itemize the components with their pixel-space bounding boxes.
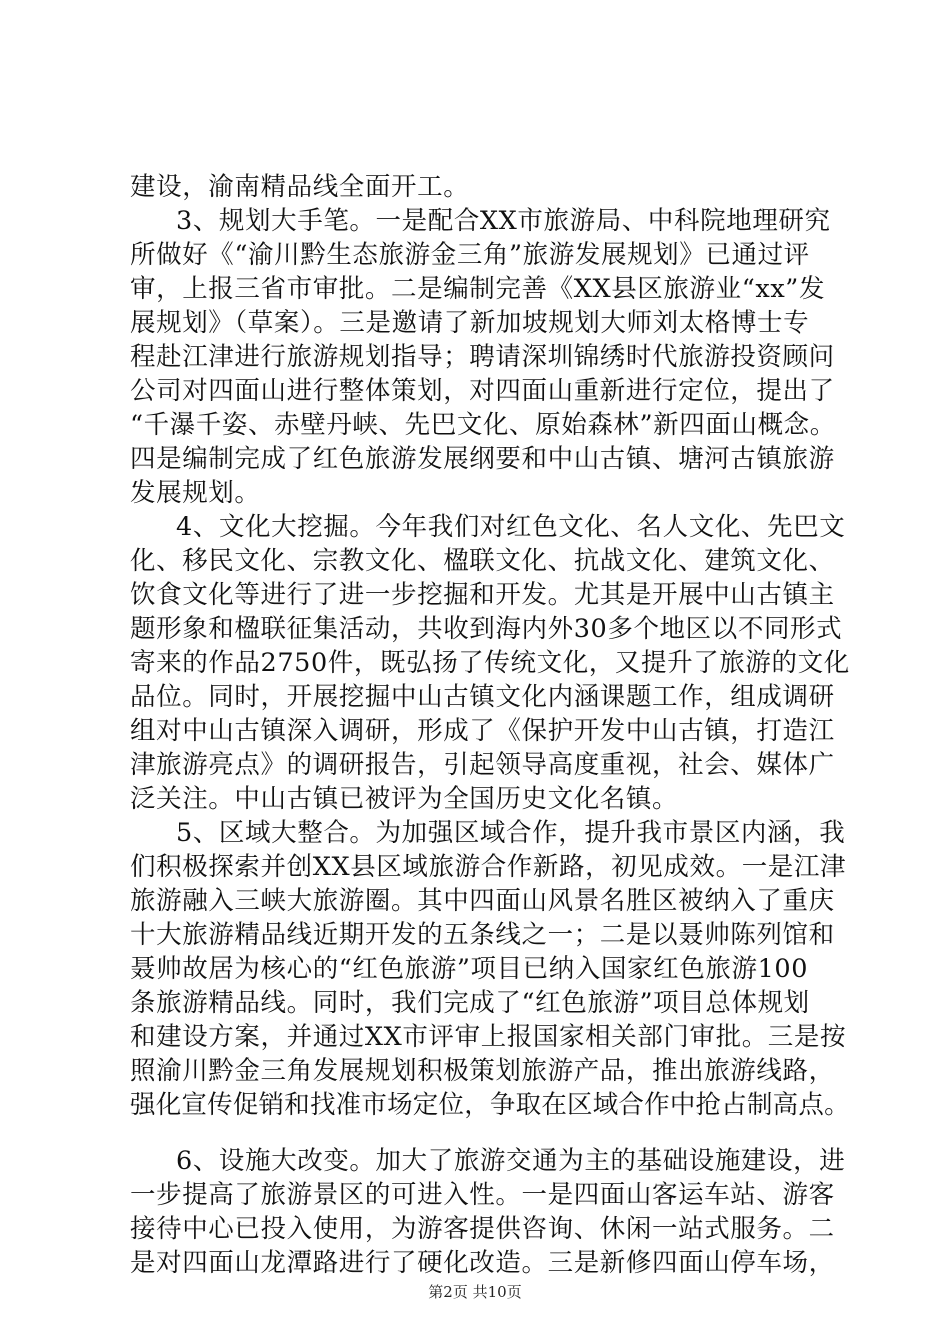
text-line: 们积极探索并创XX县区域旅游合作新路，初见成效。一是江津 — [130, 852, 847, 882]
text-line: 建设，渝南精品线全面开工。 — [130, 172, 470, 202]
text-line: 发展规划。 — [130, 478, 261, 508]
text-line: 照渝川黔金三角发展规划积极策划旅游产品，推出旅游线路， — [130, 1056, 835, 1086]
page-number-footer: 第2页 共10页 — [428, 1283, 522, 1301]
text-line: 一步提高了旅游景区的可进入性。一是四面山客运车站、游客 — [130, 1180, 835, 1210]
text-line: 强化宣传促销和找准市场定位，争取在区域合作中抢占制高点。 — [130, 1090, 850, 1120]
text-line: 题形象和楹联征集活动，共收到海内外30多个地区以不同形式 — [130, 614, 843, 644]
text-line: 和建设方案，并通过XX市评审上报国家相关部门审批。三是按 — [130, 1022, 847, 1052]
paragraph-6-start: 6、设施大改变。加大了旅游交通为主的基础设施建设，进 — [176, 1146, 846, 1176]
text-line: 聂帅故居为核心的“红色旅游”项目已纳入国家红色旅游100 — [130, 954, 809, 984]
text-line: 所做好《“渝川黔生态旅游金三角”旅游发展规划》已通过评 — [130, 240, 810, 270]
text-line: 组对中山古镇深入调研，形成了《保护开发中山古镇，打造江 — [130, 716, 835, 746]
text-line: 饮食文化等进行了进一步挖掘和开发。尤其是开展中山古镇主 — [130, 580, 835, 610]
text-line: 泛关注。中山古镇已被评为全国历史文化名镇。 — [130, 784, 679, 814]
text-line: 展规划》（草案）。三是邀请了新加坡规划大师刘太格博士专 — [130, 308, 810, 338]
text-line: 程赴江津进行旅游规划指导；聘请深圳锦绣时代旅游投资顾问 — [130, 342, 835, 372]
text-line: 是对四面山龙潭路进行了硬化改造。三是新修四面山停车场， — [130, 1248, 835, 1278]
text-line: 审，上报三省市审批。二是编制完善《XX县区旅游业“xx”发 — [130, 274, 826, 304]
text-line: 津旅游亮点》的调研报告，引起领导高度重视，社会、媒体广 — [130, 750, 835, 780]
text-line: 接待中心已投入使用，为游客提供咨询、休闲一站式服务。二 — [130, 1214, 835, 1244]
paragraph-4-start: 4、文化大挖掘。今年我们对红色文化、名人文化、先巴文 — [176, 512, 846, 542]
text-line: “千瀑千姿、赤壁丹峡、先巴文化、原始森林”新四面山概念。 — [130, 410, 836, 440]
text-line: 化、移民文化、宗教文化、楹联文化、抗战文化、建筑文化、 — [130, 546, 835, 576]
text-line: 条旅游精品线。同时，我们完成了“红色旅游”项目总体规划 — [130, 988, 810, 1018]
text-line: 旅游融入三峡大旅游圈。其中四面山风景名胜区被纳入了重庆 — [130, 886, 835, 916]
paragraph-5-start: 5、区域大整合。为加强区域合作，提升我市景区内涵，我 — [176, 818, 846, 848]
text-line: 公司对四面山进行整体策划，对四面山重新进行定位，提出了 — [130, 376, 835, 406]
text-line: 十大旅游精品线近期开发的五条线之一；二是以聂帅陈列馆和 — [130, 920, 835, 950]
paragraph-3-start: 3、规划大手笔。一是配合XX市旅游局、中科院地理研究 — [176, 206, 831, 236]
text-line: 品位。同时，开展挖掘中山古镇文化内涵课题工作，组成调研 — [130, 682, 835, 712]
text-line: 四是编制完成了红色旅游发展纲要和中山古镇、塘河古镇旅游 — [130, 444, 835, 474]
text-line: 寄来的作品2750件，既弘扬了传统文化，又提升了旅游的文化 — [130, 648, 850, 678]
